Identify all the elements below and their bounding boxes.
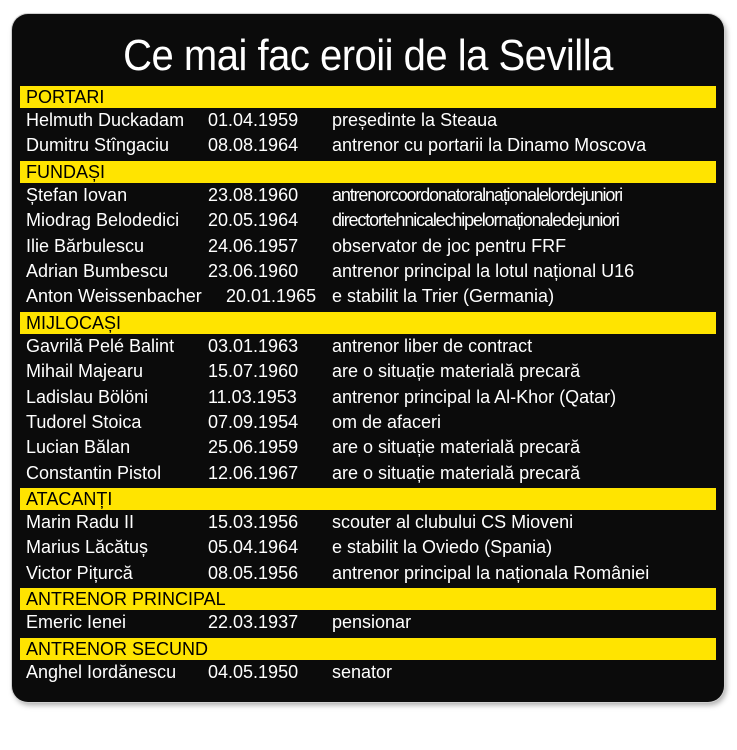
player-name: Miodrag Belodedici <box>26 210 180 231</box>
current-status: antrenorcoordonatoralnaționalelordejuniori <box>332 184 622 205</box>
birth-date: 12.06.1967 <box>208 462 299 483</box>
table-row <box>20 385 716 410</box>
birth-date: 08.05.1956 <box>208 562 299 583</box>
player-name: Mihail Majearu <box>26 361 144 382</box>
table-row <box>20 334 716 359</box>
table-row <box>20 208 716 233</box>
table-row <box>20 183 716 208</box>
table-row <box>20 133 716 158</box>
birth-date: 15.03.1956 <box>208 512 299 533</box>
player-name: Ilie Bărbulescu <box>26 235 145 256</box>
player-name: Tudorel Stoica <box>26 411 142 432</box>
table-row <box>20 561 716 586</box>
birth-date: 04.05.1950 <box>208 661 299 682</box>
section-header-antrenor-principal: ANTRENOR PRINCIPAL <box>20 588 716 610</box>
birth-date: 23.08.1960 <box>208 184 299 205</box>
birth-date: 20.01.1965 <box>226 286 317 307</box>
player-name: Dumitru Stîngaciu <box>26 135 170 156</box>
birth-date: 08.08.1964 <box>208 135 299 156</box>
infographic-card <box>12 14 724 702</box>
current-status: om de afaceri <box>332 411 442 432</box>
player-name: Helmuth Duckadam <box>26 110 185 130</box>
table-row <box>20 259 716 284</box>
player-name: Anghel Iordănescu <box>26 661 177 682</box>
birth-date: 15.07.1960 <box>208 361 299 382</box>
table-row <box>20 284 716 309</box>
table-row <box>20 660 716 685</box>
current-status: scouter al clubului CS Mioveni <box>332 512 574 533</box>
current-status: antrenor principal la naționala României <box>332 562 650 583</box>
birth-date: 22.03.1937 <box>208 612 299 633</box>
player-name: Marius Lăcătuș <box>26 537 149 558</box>
birth-date: 23.06.1960 <box>208 260 299 281</box>
current-status: antrenor liber de contract <box>332 335 533 356</box>
section-header-fundasi: FUNDAȘI <box>20 161 716 183</box>
current-status: președinte la Steaua <box>332 110 498 130</box>
current-status: observator de joc pentru FRF <box>332 235 567 256</box>
current-status: pensionar <box>332 612 412 633</box>
current-status: directortehnicalechipelornaționaledejuniori <box>332 210 619 231</box>
table-row <box>20 461 716 486</box>
birth-date: 24.06.1957 <box>208 235 299 256</box>
current-status: are o situație materială precară <box>332 462 581 483</box>
birth-date: 03.01.1963 <box>208 335 299 356</box>
section-header-atacanti: ATACANȚI <box>20 488 716 510</box>
players-table <box>20 84 716 685</box>
current-status: e stabilit la Oviedo (Spania) <box>332 537 553 558</box>
birth-date: 01.04.1959 <box>208 110 299 130</box>
current-status: antrenor principal la Al-Khor (Qatar) <box>332 386 617 407</box>
current-status: senator <box>332 661 393 682</box>
section-header-portari: PORTARI <box>20 86 716 108</box>
section-header-antrenor-secund: ANTRENOR SECUND <box>20 638 716 660</box>
table-row <box>20 108 716 133</box>
table-row <box>20 510 716 535</box>
current-status: antrenor cu portarii la Dinamo Moscova <box>332 135 647 156</box>
current-status: are o situație materială precară <box>332 437 581 458</box>
player-name: Anton Weissenbacher <box>26 286 202 307</box>
table-row <box>20 410 716 435</box>
birth-date: 05.04.1964 <box>208 537 299 558</box>
player-name: Marin Radu II <box>26 512 135 533</box>
section-header-mijlocasi: MIJLOCAȘI <box>20 312 716 334</box>
player-name: Emeric Ienei <box>26 612 127 633</box>
table-row <box>20 234 716 259</box>
birth-date: 20.05.1964 <box>208 210 299 231</box>
table-row <box>20 610 716 635</box>
player-name: Ladislau Bölöni <box>26 386 149 407</box>
page-title: Ce mai fac eroii de la Sevilla <box>123 32 613 80</box>
current-status: are o situație materială precară <box>332 361 581 382</box>
player-name: Ștefan Iovan <box>26 184 128 205</box>
player-name: Gavrilă Pelé Balint <box>26 335 175 356</box>
player-name: Adrian Bumbescu <box>26 260 169 281</box>
current-status: antrenor principal la lotul național U16 <box>332 260 635 281</box>
current-status: e stabilit la Trier (Germania) <box>332 286 555 307</box>
table-row <box>20 435 716 460</box>
player-name: Constantin Pistol <box>26 462 162 483</box>
player-name: Victor Pițurcă <box>26 562 133 583</box>
birth-date: 25.06.1959 <box>208 437 299 458</box>
birth-date: 11.03.1953 <box>208 386 297 407</box>
birth-date: 07.09.1954 <box>208 411 299 432</box>
table-row <box>20 535 716 560</box>
player-name: Lucian Bălan <box>26 437 131 458</box>
table-row <box>20 359 716 384</box>
